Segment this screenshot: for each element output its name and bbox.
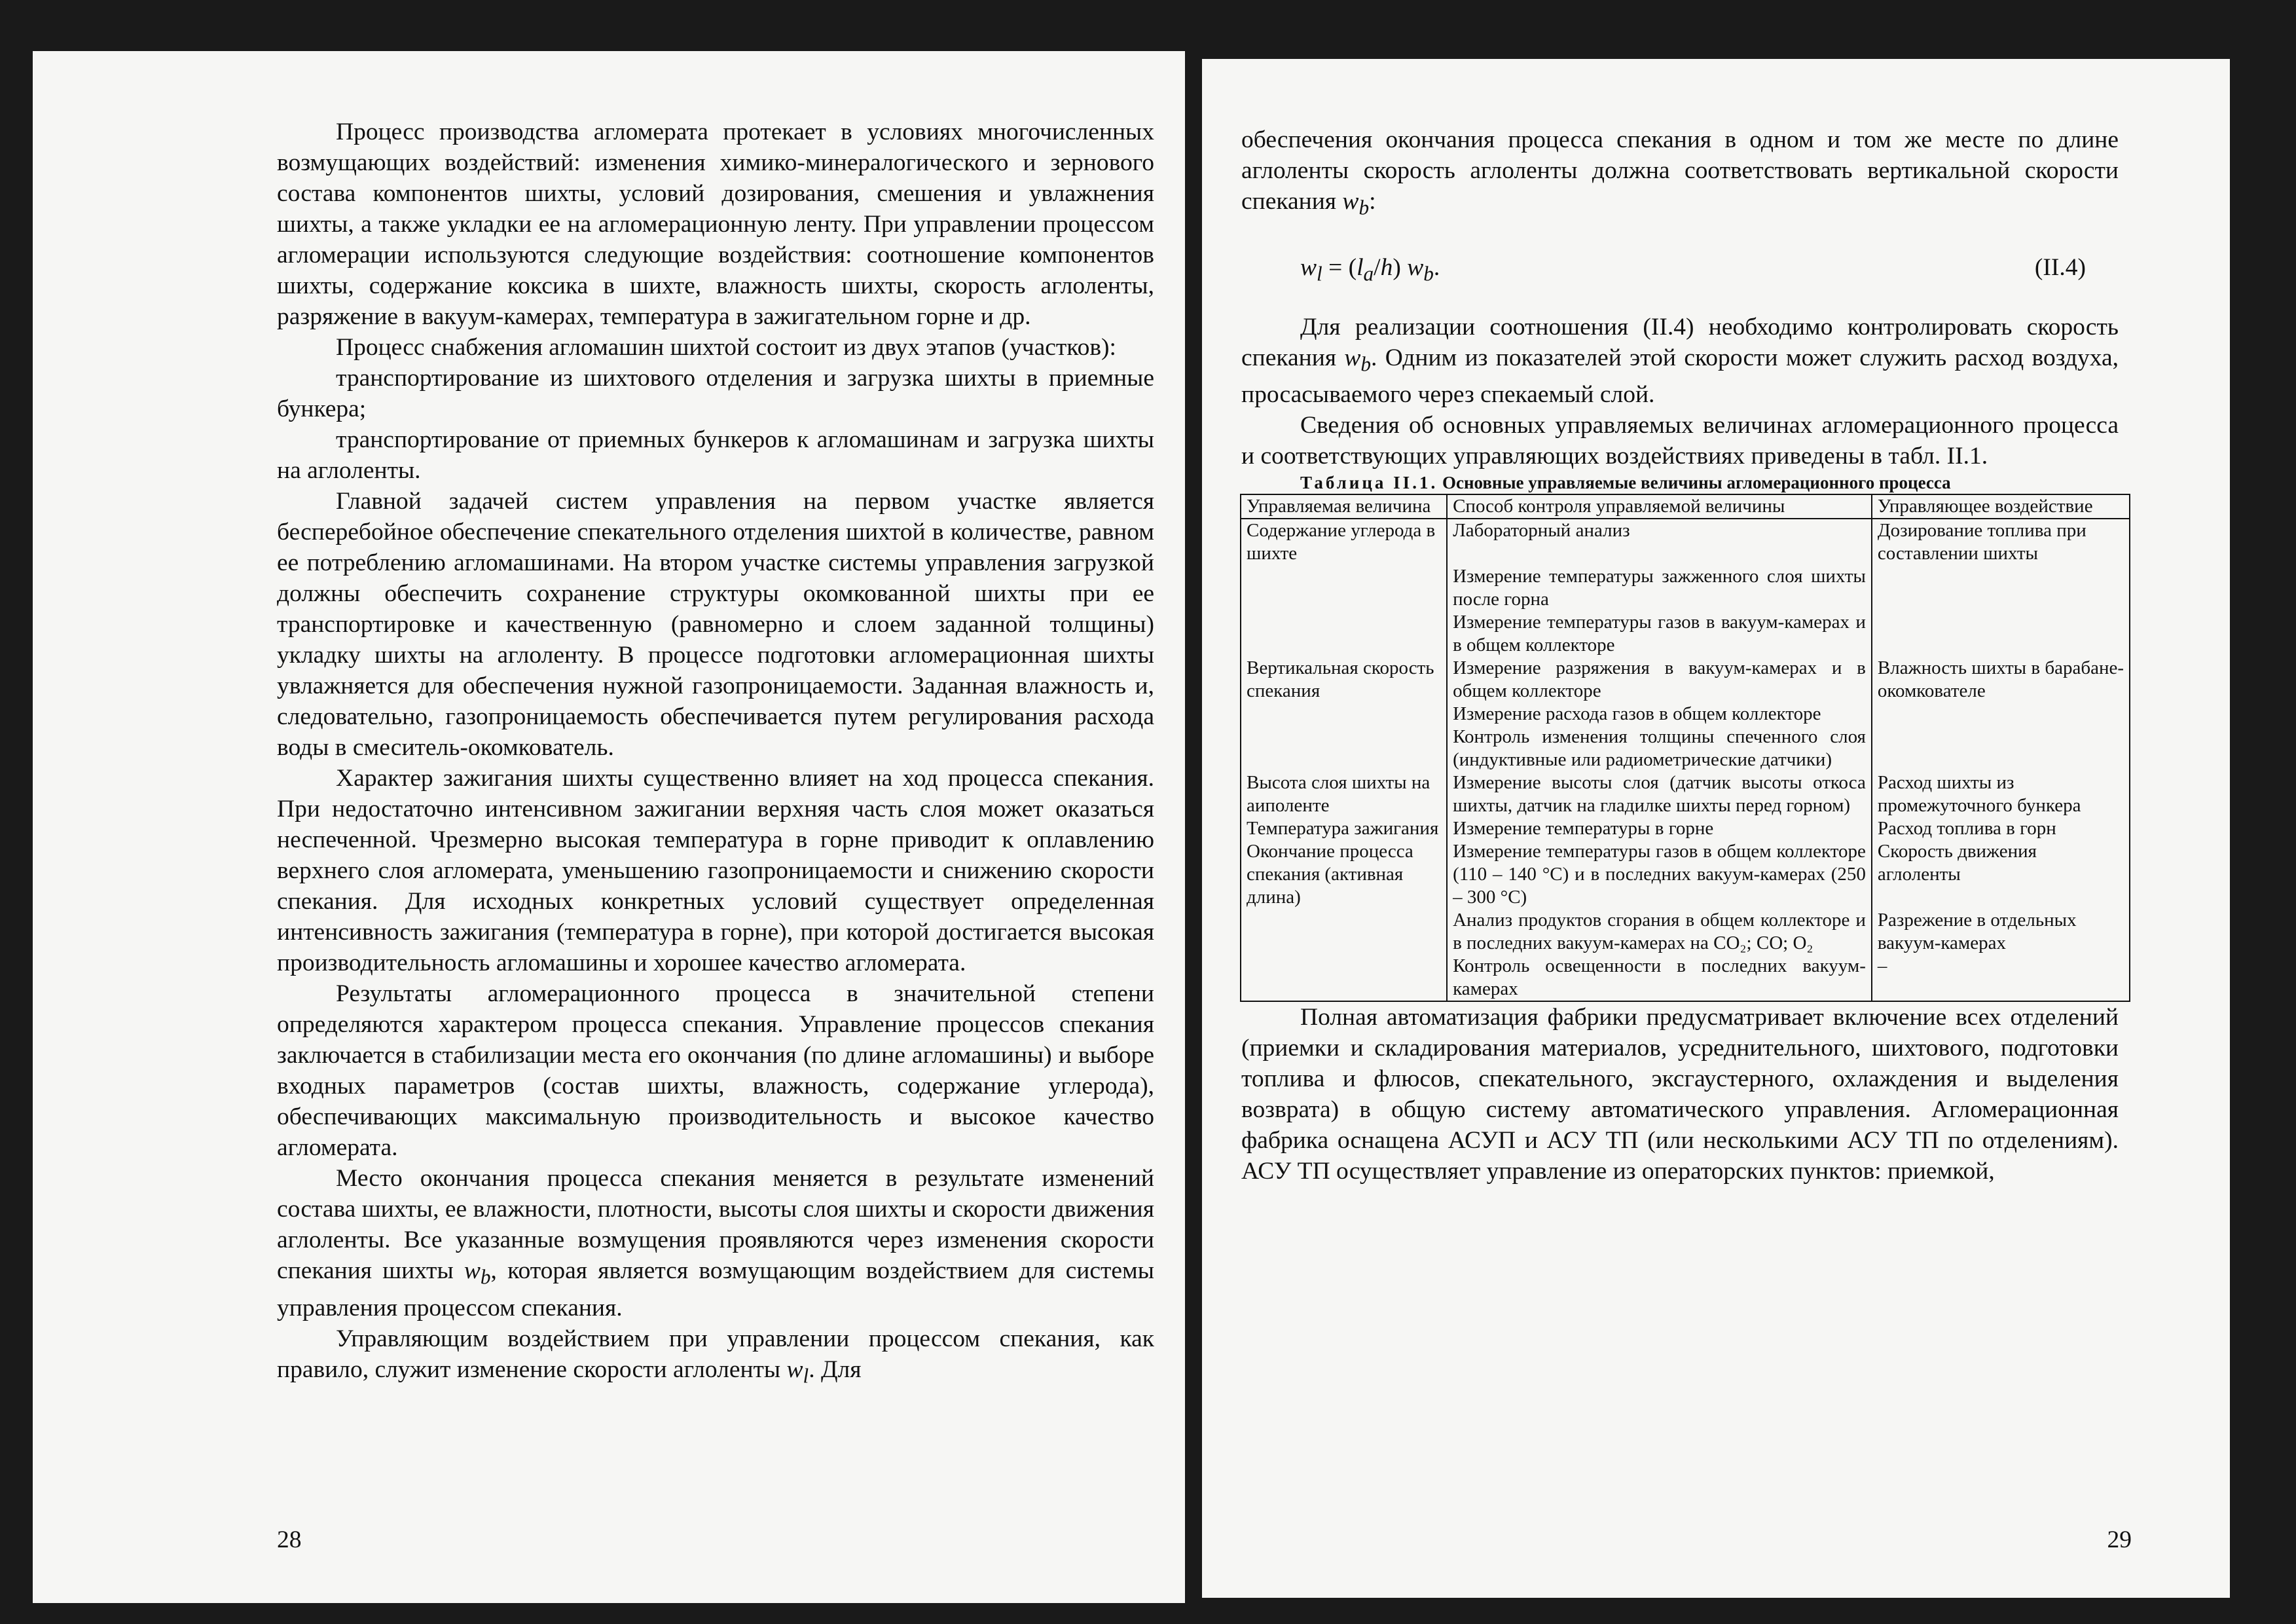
table-cell: Измерение температуры зажженного слоя шихты после горна bbox=[1447, 565, 1872, 611]
left-text-column bbox=[277, 117, 1154, 1391]
paragraph: Главной задачей систем управления на первом участке является бесперебойное обеспечение спекательного отделения шихтой в количестве, равном ее потреблению агломашинами. На втором участке системы управления загрузкой должны обеспечить сохранение структуры окомкованной шихты при ее транспортировке и качественную (равномерно и слоем заданной толщины) укладку шихты на аглоленту. В процессе подготовки агломерационная шихты увлажняется для обеспечения нужной газопроницаемости. Заданная влажность и, следовательно, газопроницаемость обеспечивается путем регулирования расхода воды в смеситель-окомкователь. bbox=[277, 488, 1154, 761]
table-cell: Влажность шихты в барабане-окомкователе bbox=[1872, 657, 2130, 703]
paragraph: Место окончания процесса спекания меняется в результате изменений состава шихты, ее влажности, плотности, высоты слоя шихты и скорости движения аглоленты. Все указанные возмущения проявляются через изменения скорости спекания шихты $w_b$, которая является возмущающим воздействием для системы управления процессом спекания. bbox=[277, 1165, 1154, 1321]
formula-expression: $w_l = (l_a/h)$ $w_b$. bbox=[1300, 253, 1440, 285]
paragraph: Результаты агломерационного процесса в значительной степени определяются характером процесса спекания. Управление процессов спекания заключается в стабилизации места его окончания (по длине агломашины) и выборе входных параметров (состав шихты, влажность, содержание углерода), обеспечивающих максимальную производительность и высокое качество агломерата. bbox=[277, 980, 1154, 1161]
table-cell: Вертикальная скорость спекания bbox=[1241, 657, 1447, 703]
list-item: транспортирование из шихтового отделения и загрузка шихты в приемные бункера; bbox=[277, 365, 1154, 422]
table-cell: Измерение температуры газов в общем коллекторе (110 – 140 °С) и в последних вакуум-камерах (250 – 300 °С) bbox=[1447, 840, 1872, 909]
table-cell: Анализ продуктов сгорания в общем коллекторе и в последних вакуум-камерах на СО₂; СО; О₂ bbox=[1447, 909, 1872, 955]
table-row bbox=[1241, 657, 2130, 703]
table-cell: Измерение расхода газов в общем коллекторе bbox=[1447, 703, 1872, 726]
page-number: 29 bbox=[2107, 1526, 2132, 1553]
paragraph: обеспечения окончания процесса спекания в одном и том же месте по длине аглоленты скорость аглоленты должна соответствовать вертикальной скорости спекания $w_b$: bbox=[1241, 126, 2119, 219]
table-cell bbox=[1241, 565, 1447, 611]
table-cell bbox=[1241, 909, 1447, 955]
table-row bbox=[1241, 703, 2130, 726]
table-cell bbox=[1872, 565, 2130, 611]
table-header-cell: Способ контроля управляемой величины bbox=[1447, 494, 1872, 519]
table-row bbox=[1241, 519, 2130, 565]
paragraph: Управляющим воздействием при управлении процессом спекания, как правило, служит изменение скорости аглоленты $w_l$. Для bbox=[277, 1325, 1154, 1387]
table-row bbox=[1241, 840, 2130, 909]
table-cell: Окончание процесса спекания (активная длина) bbox=[1241, 840, 1447, 909]
table-cell bbox=[1872, 703, 2130, 726]
table-caption: Таблица II.1. Основные управляемые величины агломерационного процесса bbox=[1300, 473, 1951, 492]
table-cell: Измерение температуры в горне bbox=[1447, 817, 1872, 840]
table-row bbox=[1241, 565, 2130, 611]
table-row bbox=[1241, 726, 2130, 771]
control-table bbox=[1240, 494, 2130, 1002]
right-text-column bbox=[1241, 124, 2124, 1187]
table-cell: Температура зажигания bbox=[1241, 817, 1447, 840]
table-row bbox=[1241, 771, 2130, 817]
table-cell bbox=[1241, 955, 1447, 1001]
table-cell: Разрежение в отдельных вакуум-камерах bbox=[1872, 909, 2130, 955]
paragraph: Характер зажигания шихты существенно влияет на ход процесса спекания. При недостаточно интенсивном зажигании верхняя часть слоя может оказаться неспеченной. Чрезмерно высокая температура в горне приводит к оплавлению верхнего слоя агломерата, уменьшению газопроницаемости и снижению скорости спекания. Для исходных конкретных условий существует определенная интенсивность зажигания (температура в горне), при которой достигается высокая производительность агломашины и хорошее качество агломерата. bbox=[277, 765, 1154, 976]
table-cell: Содержание углерода в шихте bbox=[1241, 519, 1447, 565]
table-cell bbox=[1241, 726, 1447, 771]
table-cell: Измерение температуры газов в вакуум-камерах и в общем коллекторе bbox=[1447, 611, 1872, 657]
table-cell: Контроль освещенности в последних вакуум-камерах bbox=[1447, 955, 1872, 1001]
table-cell: Контроль изменения толщины спеченного слоя (индуктивные или радиометрические датчики) bbox=[1447, 726, 1872, 771]
table-cell: Расход топлива в горн bbox=[1872, 817, 2130, 840]
table-cell: Расход шихты из промежуточного бункера bbox=[1872, 771, 2130, 817]
table-header-row bbox=[1241, 494, 2130, 519]
left-page bbox=[33, 51, 1185, 1603]
paragraph: Полная автоматизация фабрики предусматривает включение всех отделений (приемки и складирования материалов, усреднительного, шихтового, подготовки топлива и флюсов, спекательного, эксгаустерного, охлаждения и выделения возврата) в общую систему автоматического управления. Агломерационная фабрика оснащена АСУП и АСУ ТП (или несколькими АСУ ТП по отделениям). АСУ ТП осуществляет управление из операторских пунктов: приемкой, bbox=[1241, 1004, 2119, 1185]
table-cell bbox=[1872, 611, 2130, 657]
paragraph: Для реализации соотношения (II.4) необходимо контролировать скорость спекания $w_b$. Одним из показателей этой скорости может служить расход воздуха, просасываемого через спекаемый слой. bbox=[1241, 313, 2119, 408]
formula-number: (II.4) bbox=[2034, 253, 2086, 281]
table-cell: Лабораторный анализ bbox=[1447, 519, 1872, 565]
table-header-cell: Управляющее воздействие bbox=[1872, 494, 2130, 519]
table-cell bbox=[1241, 611, 1447, 657]
right-page bbox=[1202, 59, 2230, 1598]
table-row bbox=[1241, 611, 2130, 657]
table-cell: Скорость движения аглоленты bbox=[1872, 840, 2130, 909]
paragraph: Процесс производства агломерата протекает в условиях многочисленных возмущающих воздействий: изменения химико-минералогического и зернового состава компонентов шихты, условий дозирования, смешения и увлажнения шихты, а также укладки ее на агломерационную ленту. При управлении процессом агломерации используются следующие воздействия: соотношение компонентов шихты, содержание коксика в шихте, влажность шихты, скорость аглоленты, разряжение в вакуум-камерах, температура в зажигательном горне и др. bbox=[277, 119, 1154, 330]
table-cell: Высота слоя шихты на аиполенте bbox=[1241, 771, 1447, 817]
paragraph: Процесс снабжения агломашин шихтой состоит из двух этапов (участков): bbox=[336, 334, 1116, 361]
table-header-cell: Управляемая величина bbox=[1241, 494, 1447, 519]
paragraph: Сведения об основных управляемых величинах агломерационного процесса и соответствующих управляющих воздействиях приведены в табл. II.1. bbox=[1241, 412, 2119, 470]
table-cell: Измерение высоты слоя (датчик высоты откоса шихты, датчик на гладилке шихты перед горном) bbox=[1447, 771, 1872, 817]
list-item: транспортирование от приемных бункеров к агломашинам и загрузка шихты на аглоленты. bbox=[277, 426, 1154, 484]
page-number: 28 bbox=[277, 1526, 302, 1553]
table-cell: – bbox=[1872, 955, 2130, 1001]
table-row bbox=[1241, 909, 2130, 955]
table-row bbox=[1241, 955, 2130, 1001]
formula bbox=[1241, 252, 2119, 283]
table-cell bbox=[1872, 726, 2130, 771]
table-cell: Дозирование топлива при составлении шихты bbox=[1872, 519, 2130, 565]
table-cell: Измерение разряжения в вакуум-камерах и в общем коллекторе bbox=[1447, 657, 1872, 703]
table-cell bbox=[1241, 703, 1447, 726]
table-row bbox=[1241, 817, 2130, 840]
